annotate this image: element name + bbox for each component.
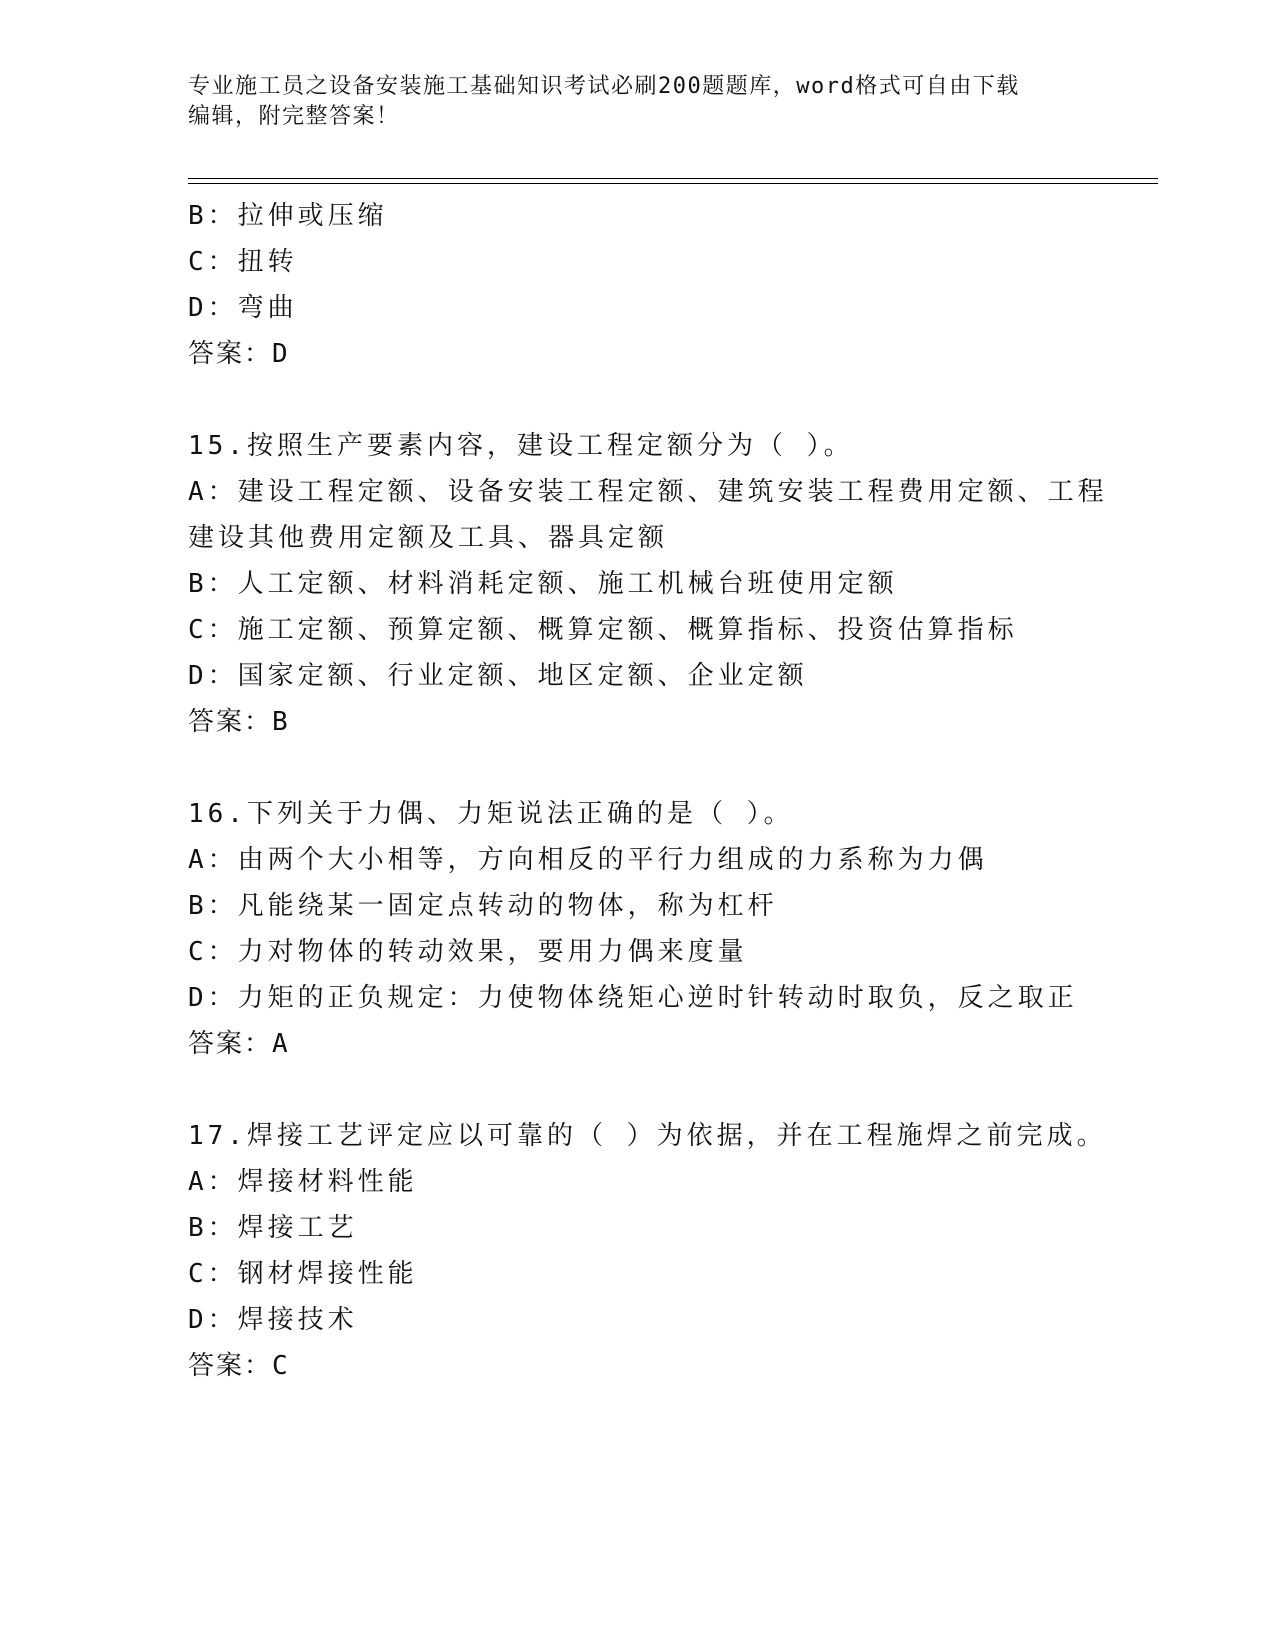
option-a: A：焊接材料性能 — [188, 1167, 418, 1197]
header-rule-bottom — [188, 183, 1158, 184]
question-15 — [188, 423, 1108, 745]
header-line-2: 编辑，附完整答案！ — [188, 104, 400, 129]
option-d: D：焊接技术 — [188, 1305, 358, 1335]
header-rule-top — [188, 178, 1158, 179]
previous-question-block — [188, 193, 1088, 377]
header-line-1: 专业施工员之设备安装施工基础知识考试必刷200题题库，word格式可自由下载 — [188, 74, 1020, 99]
option-c: C：扭转 — [188, 247, 298, 277]
question-stem: 16.下列关于力偶、力矩说法正确的是（ ）。 — [188, 799, 794, 829]
answer: 答案：D — [188, 339, 290, 369]
option-c: C：钢材焊接性能 — [188, 1259, 418, 1289]
option-a: A：由两个大小相等，方向相反的平行力组成的力系称为力偶 — [188, 845, 988, 875]
question-stem: 17.焊接工艺评定应以可靠的（ ）为依据，并在工程施焊之前完成。 — [188, 1121, 1107, 1151]
option-d: D：弯曲 — [188, 293, 298, 323]
option-c: C：施工定额、预算定额、概算定额、概算指标、投资估算指标 — [188, 615, 1018, 645]
option-a: A：建设工程定额、设备安装工程定额、建筑安装工程费用定额、工程 — [188, 477, 1108, 507]
question-content — [188, 193, 1108, 1389]
document-header — [188, 72, 1088, 132]
option-b: B：焊接工艺 — [188, 1213, 358, 1243]
answer: 答案：B — [188, 707, 290, 737]
option-d: D：国家定额、行业定额、地区定额、企业定额 — [188, 661, 808, 691]
answer: 答案：C — [188, 1351, 290, 1381]
question-stem: 15.按照生产要素内容，建设工程定额分为（ ）。 — [188, 431, 854, 461]
option-b: B：人工定额、材料消耗定额、施工机械台班使用定额 — [188, 569, 898, 599]
option-c: C：力对物体的转动效果，要用力偶来度量 — [188, 937, 748, 967]
option-b: B：凡能绕某一固定点转动的物体，称为杠杆 — [188, 891, 778, 921]
question-16 — [188, 791, 1088, 1067]
option-a-continued: 建设其他费用定额及工具、器具定额 — [188, 523, 669, 553]
option-b: B：拉伸或压缩 — [188, 201, 388, 231]
answer: 答案：A — [188, 1029, 290, 1059]
question-17 — [188, 1113, 1107, 1389]
option-d: D：力矩的正负规定：力使物体绕矩心逆时针转动时取负，反之取正 — [188, 983, 1078, 1013]
